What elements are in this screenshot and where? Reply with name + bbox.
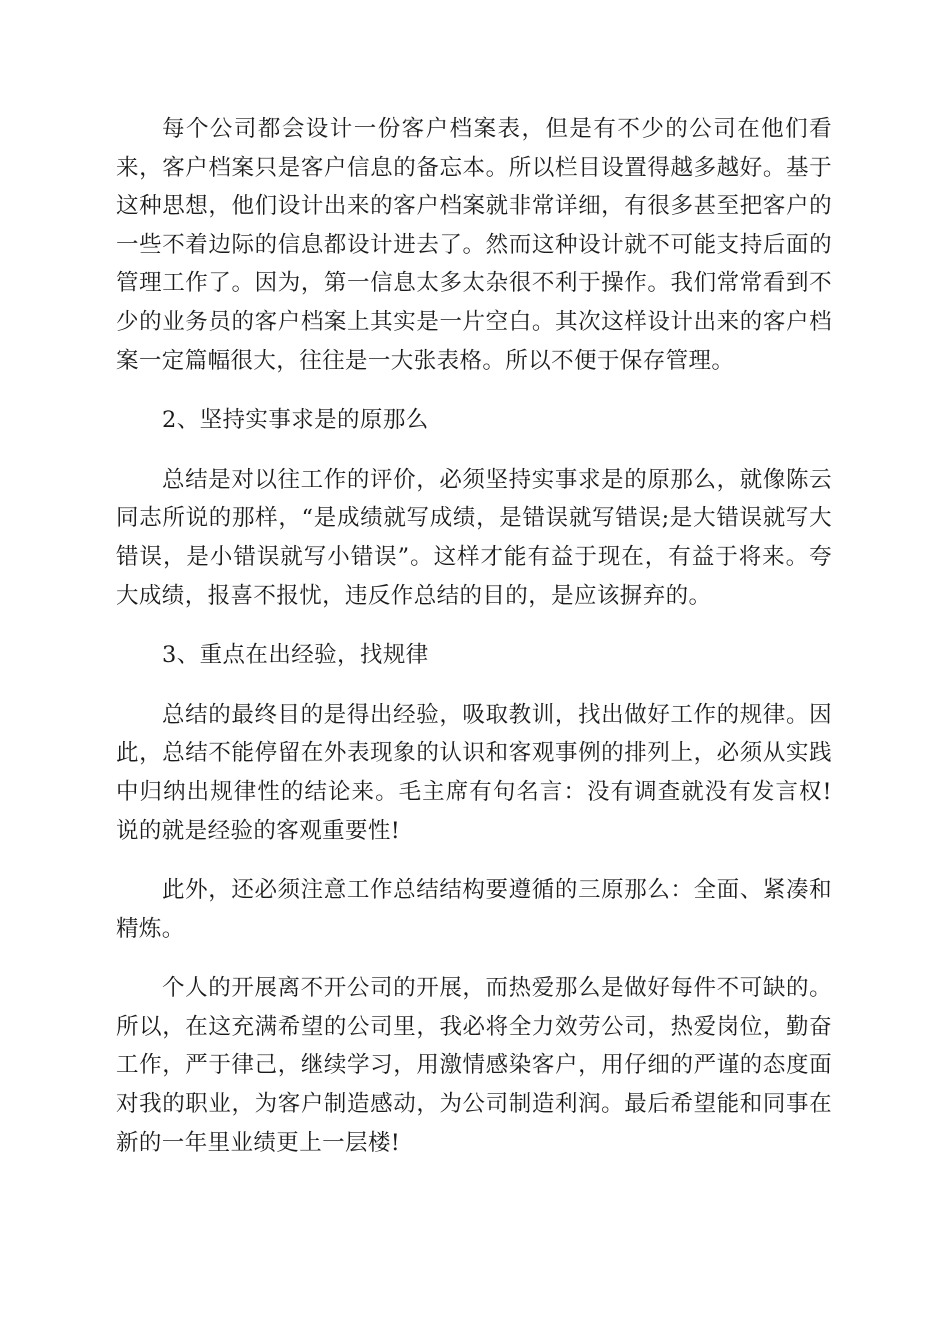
- paragraph-final-goal: 总结的最终目的是得出经验，吸取教训，找出做好工作的规律。因此，总结不能停留在外表现象的认识和客观事例的排列上，必须从实践中归纳出规律性的结论来。毛主席有句名言：没有调查就没有发言权!说的就是经验的客观重要性!: [116, 701, 832, 844]
- paragraph-personal-development: 个人的开展离不开公司的开展，而热爱那么是做好每件不可缺的。所以，在这充满希望的公司里，我必将全力效劳公司，热爱岗位，勤奋工作，严于律己，继续学习，用激情感染客户，用仔细的严谨的态度面对我的职业，为客户制造感动，为公司制造利润。最后希望能和同事在新的一年里业绩更上一层楼!: [116, 975, 832, 1156]
- heading-seek-truth: 2、坚持实事求是的原那么: [162, 407, 429, 434]
- paragraph-evaluation: 总结是对以往工作的评价，必须坚持实事求是的原那么，就像陈云同志所说的那样，“是成绩就写成绩，是错误就写错误;是大错误就写大错误，是小错误就写小错误”。这样才能有益于现在，有益于将来。夸大成绩，报喜不报忧，违反作总结的目的，是应该摒弃的。: [116, 466, 832, 609]
- heading-experience-rules: 3、重点在出经验，找规律: [162, 642, 429, 669]
- paragraph-customer-files: 每个公司都会设计一份客户档案表，但是有不少的公司在他们看来，客户档案只是客户信息的备忘本。所以栏目设置得越多越好。基于这种思想，他们设计出来的客户档案就非常详细，有很多甚至把客户的一些不着边际的信息都设计进去了。然而这种设计就不可能支持后面的管理工作了。因为，第一信息太多太杂很不利于操作。我们常常看到不少的业务员的客户档案上其实是一片空白。其次这样设计出来的客户档案一定篇幅很大，往往是一大张表格。所以不便于保存管理。: [116, 116, 832, 374]
- paragraph-three-principles: 此外，还必须注意工作总结结构要遵循的三原那么：全面、紧凑和精炼。: [116, 877, 832, 942]
- document-body: [116, 110, 832, 1183]
